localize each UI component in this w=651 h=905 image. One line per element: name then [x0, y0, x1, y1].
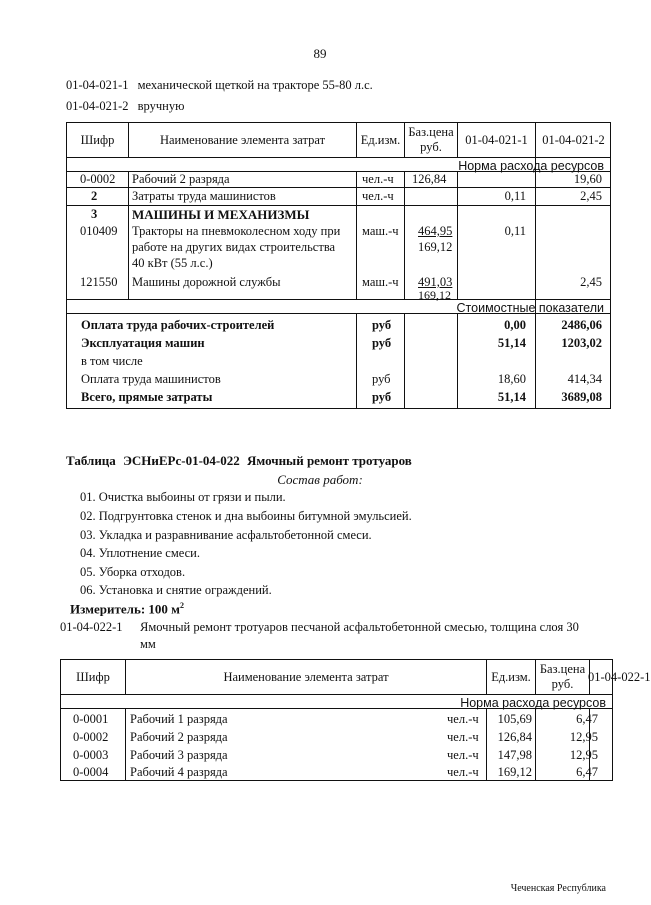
cost-name: в том числе: [81, 354, 143, 368]
header-code: Шифр: [80, 132, 115, 147]
header-price: [536, 660, 589, 694]
header-code: Шифр: [76, 669, 110, 684]
row-code: 0-0002: [73, 730, 109, 744]
cost-unit: руб: [372, 318, 392, 332]
header-col2: 01-04-021-2: [542, 132, 605, 147]
row-code: 0-0002: [80, 172, 116, 186]
row-unit: чел.-ч: [447, 712, 479, 726]
row-price-bottom: 169,12: [418, 288, 451, 302]
row-name: Рабочий 1 разряда: [130, 712, 228, 726]
row-code: 0-0004: [73, 765, 109, 779]
table-name: Ямочный ремонт тротуаров: [247, 453, 412, 468]
row-unit: чел.-ч: [447, 765, 479, 779]
cost-unit: руб: [372, 372, 391, 386]
row-price: 147,98: [497, 748, 532, 762]
intro-text: механической щеткой на тракторе 55-80 л.с.: [137, 78, 373, 92]
footer-region: Чеченская Республика: [510, 883, 606, 894]
row-name: Затраты труда машинистов: [132, 189, 276, 203]
cost-name: Эксплуатация машин: [81, 336, 205, 350]
header-price-line1: Баз.цена: [539, 662, 586, 676]
table-label: Таблица: [66, 453, 116, 468]
row-code: 010409: [80, 224, 118, 238]
composition-title: Состав работ:: [277, 472, 363, 487]
measure-label: Измеритель: 100 м: [70, 601, 181, 617]
cost-value-col2: 1203,02: [561, 336, 602, 350]
table-title: [66, 453, 412, 469]
norm-label: Норма расхода ресурсов: [458, 159, 604, 173]
table-code: ЭСНиЕРс-01-04-022: [123, 453, 240, 468]
cost-label: Стоимостные показатели: [456, 301, 604, 315]
intro-code: 01-04-021-2: [66, 99, 129, 113]
resource-table-2: [60, 659, 651, 781]
cost-value-col1: 18,60: [497, 372, 526, 386]
row-name: Рабочий 2 разряда: [130, 730, 228, 744]
item-text-line2: мм: [140, 637, 156, 651]
measure-sup: 2: [180, 601, 185, 610]
header-unit: Ед.изм.: [491, 669, 531, 684]
row-code: 121550: [80, 275, 118, 289]
header-price-line2: руб.: [420, 140, 442, 154]
intro-code: 01-04-021-1: [66, 78, 129, 92]
header-price-line1: Баз.цена: [408, 125, 454, 139]
row-value: 6,47: [576, 712, 598, 726]
header-price-line2: руб.: [551, 677, 574, 691]
cost-value-col1: 51,14: [497, 390, 526, 404]
cost-unit: руб: [372, 390, 392, 404]
header-col1: 01-04-021-1: [465, 132, 528, 147]
row-value-col1: 0,11: [504, 189, 526, 203]
row-name-line: 40 кВт (55 л.с.): [132, 256, 213, 270]
row-value-col2: 2,45: [580, 189, 602, 203]
row-name-line: работе на других видах строительства: [132, 240, 336, 254]
header-name: Наименование элемента затрат: [159, 132, 326, 147]
row-value: 6,47: [576, 765, 598, 779]
row-price: 126,84: [412, 172, 447, 186]
cost-value-col1: 0,00: [504, 318, 526, 332]
intro-text: вручную: [137, 99, 185, 113]
header-price: [405, 123, 457, 157]
header-col1-wrap: [588, 660, 651, 694]
row-price-bottom: 169,12: [418, 240, 453, 254]
work-item: 01. Очистка выбоины от грязи и пыли.: [80, 490, 286, 504]
cost-value-col2: 3689,08: [561, 390, 602, 404]
row-value-col1: 0,11: [504, 224, 526, 238]
row-unit: чел.-ч: [447, 730, 479, 744]
work-item: 02. Подгрунтовка стенок и дна выбоины битумной эмульсией.: [80, 509, 412, 523]
work-item: 04. Уплотнение смеси.: [80, 546, 200, 560]
row-code: 2: [91, 189, 98, 203]
cost-value-col2: 2486,06: [561, 318, 602, 332]
row-price-top: 464,95: [418, 224, 453, 238]
row-price: 105,69: [497, 712, 532, 726]
header-name: Наименование элемента затрат: [223, 669, 389, 684]
item-code: 01-04-022-1: [60, 620, 123, 634]
intro-line-2: [66, 99, 184, 114]
row-code: 0-0001: [73, 712, 109, 726]
row-name-line: Тракторы на пневмоколесном ходу при: [132, 224, 341, 238]
row-unit: чел.-ч: [362, 172, 394, 186]
row-name: Машины дорожной службы: [132, 275, 281, 289]
item-text-line1: Ямочный ремонт тротуаров песчаной асфальтобетонной смесью, толщина слоя 30: [140, 620, 579, 634]
row-value: 12,95: [569, 730, 598, 744]
row-value-col2: 2,45: [580, 275, 602, 289]
row-value: 12,95: [569, 748, 598, 762]
row-price: 126,84: [497, 730, 532, 744]
header-col1: 01-04-022-1: [588, 669, 651, 684]
row-name: Рабочий 3 разряда: [130, 748, 228, 762]
row-price: 169,12: [497, 765, 532, 779]
norm-label: Норма расхода ресурсов: [460, 696, 606, 710]
header-unit: Ед.изм.: [360, 132, 401, 147]
intro-line-1: [66, 78, 373, 93]
row-unit: чел.-ч: [447, 748, 479, 762]
row-code: 3: [91, 207, 98, 221]
resource-table-1: [66, 122, 611, 409]
row-price-top: 491,03: [418, 275, 453, 289]
cost-name: Оплата труда рабочих-строителей: [81, 318, 275, 332]
row-code: 0-0003: [73, 748, 109, 762]
work-item: 03. Укладка и разравнивание асфальтобетонной смеси.: [80, 528, 372, 542]
page-number: 89: [313, 46, 327, 61]
row-unit: чел.-ч: [362, 189, 394, 203]
row-unit: маш.-ч: [362, 224, 399, 238]
row-name: Рабочий 2 разряда: [132, 172, 230, 186]
row-name: Рабочий 4 разряда: [130, 765, 228, 779]
row-name-section: МАШИНЫ И МЕХАНИЗМЫ: [132, 207, 310, 222]
cost-value-col1: 51,14: [497, 336, 526, 350]
cost-value-col2: 414,34: [567, 372, 602, 386]
cost-unit: руб: [372, 336, 392, 350]
cost-name: Всего, прямые затраты: [81, 390, 213, 404]
work-item: 06. Установка и снятие ограждений.: [80, 583, 272, 597]
cost-name: Оплата труда машинистов: [81, 372, 221, 386]
work-item: 05. Уборка отходов.: [80, 565, 186, 579]
row-unit: маш.-ч: [362, 275, 399, 289]
row-value-col2: 19,60: [573, 172, 602, 186]
measure-unit: [70, 601, 184, 617]
